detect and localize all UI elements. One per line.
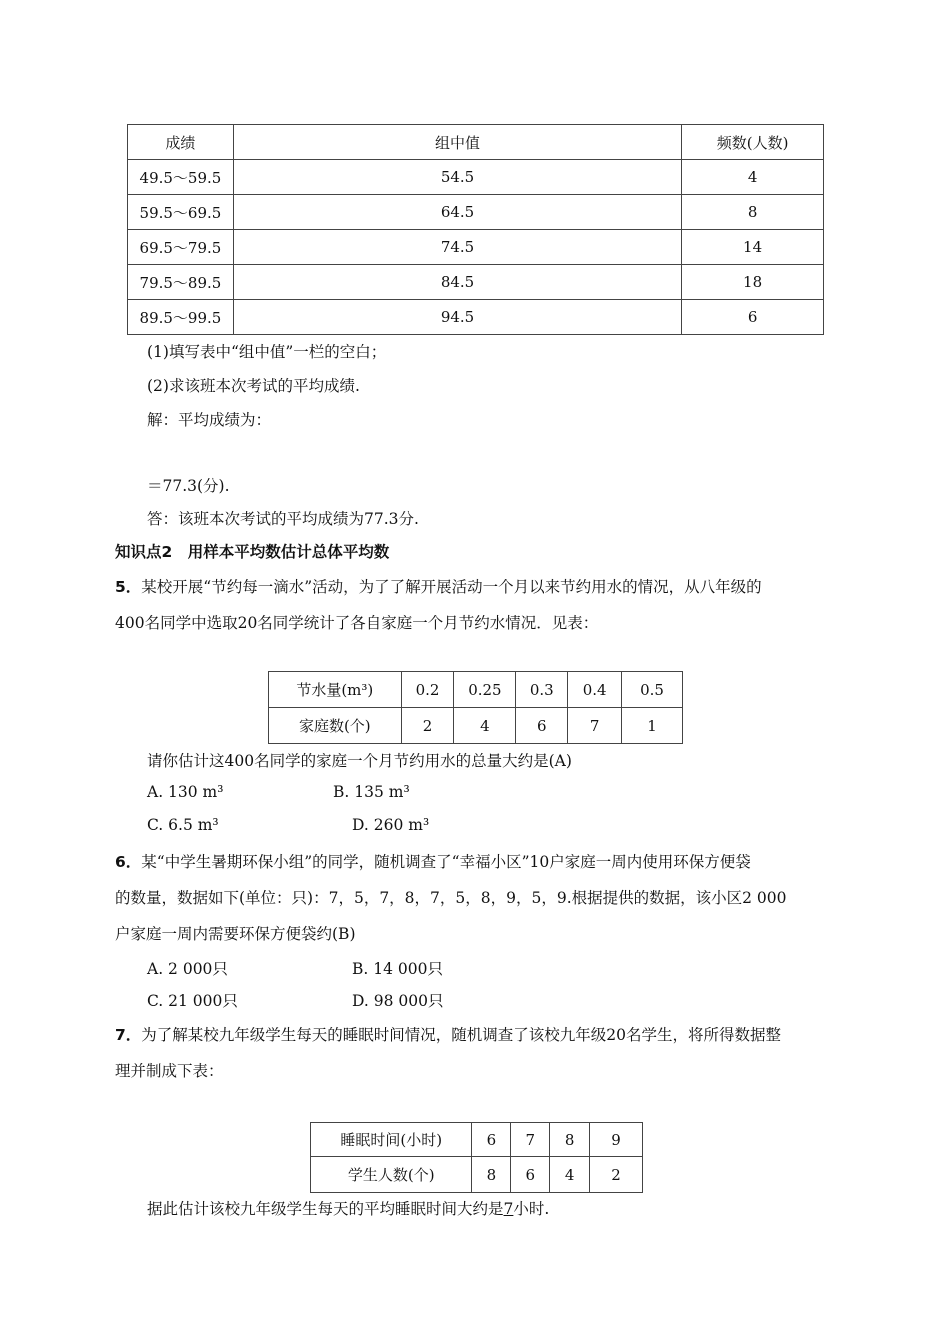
q5-option-a: A. 130 m³ [147,783,224,801]
cell: 79.5～89.5 [128,265,234,300]
q5-number: 5． [115,578,142,596]
cell: 9 [590,1123,643,1157]
cell: 69.5～79.5 [128,230,234,265]
cell: 1 [622,708,683,744]
q7-conclusion [147,1197,549,1219]
cell: 59.5～69.5 [128,195,234,230]
score-table [127,124,824,335]
q4-part2: (2)求该班本次考试的平均成绩. [147,377,360,395]
student-count-label: 学生人数(个) [311,1157,472,1193]
q7-answer: 7 [503,1200,514,1218]
cell: 0.5 [622,672,683,708]
cell: 7 [511,1123,550,1157]
cell: 89.5～99.5 [128,300,234,335]
q6-line1 [115,850,751,872]
cell: 8 [472,1157,511,1193]
cell: 14 [682,230,824,265]
q7-line2: 理并制成下表： [115,1062,224,1080]
table-row [128,160,824,195]
q6-option-b: B. 14 000只 [352,960,443,978]
cell: 6 [511,1157,550,1193]
q5-question: 请你估计这400名同学的家庭一个月节约用水的总量大约是(A) [147,752,572,770]
table-row [128,230,824,265]
table-row [128,300,824,335]
household-count-label: 家庭数(个) [269,708,402,744]
header-score: 成绩 [128,125,234,160]
water-table [268,671,683,744]
cell: 49.5～59.5 [128,160,234,195]
cell: 7 [568,708,622,744]
q6-text1: 某“中学生暑期环保小组”的同学，随机调查了“幸福小区”10户家庭一周内使用环保方便袋 [141,853,751,871]
cell: 0.25 [454,672,516,708]
sleep-hours-label: 睡眠时间(小时) [311,1123,472,1157]
cell: 64.5 [233,195,681,230]
table-row [128,195,824,230]
cell: 0.3 [516,672,568,708]
q7-text1: 为了解某校九年级学生每天的睡眠时间情况，随机调查了该校九年级20名学生，将所得数据整 [141,1026,782,1044]
section-title: 知识点2 用样本平均数估计总体平均数 [115,543,390,561]
q5-line2: 400名同学中选取20名同学统计了各自家庭一个月节约水情况．见表： [115,614,599,632]
water-amount-label: 节水量(m³) [269,672,402,708]
table-row [128,265,824,300]
q7-number: 7． [115,1026,142,1044]
cell: 8 [550,1123,590,1157]
cell: 2 [590,1157,643,1193]
cell: 6 [516,708,568,744]
q4-part1: (1)填写表中“组中值”一栏的空白； [147,343,387,361]
cell: 0.4 [568,672,622,708]
q7-line1 [115,1023,781,1045]
cell: 74.5 [233,230,681,265]
cell: 94.5 [233,300,681,335]
q6-option-a: A. 2 000只 [147,960,228,978]
q5-option-b: B. 135 m³ [333,783,410,801]
cell: 4 [454,708,516,744]
sleep-table [310,1122,643,1193]
q4-solution-label: 解：平均成绩为： [147,411,272,429]
cell: 4 [550,1157,590,1193]
cell: 6 [472,1123,511,1157]
q7-conclusion-pre: 据此估计该校九年级学生每天的平均睡眠时间大约是 [147,1200,504,1218]
q5-option-c: C. 6.5 m³ [147,816,219,834]
header-midpoint: 组中值 [233,125,681,160]
q7-conclusion-post: 小时. [513,1200,550,1218]
cell: 6 [682,300,824,335]
cell: 84.5 [233,265,681,300]
cell: 2 [401,708,454,744]
cell: 8 [682,195,824,230]
header-frequency: 频数(人数) [682,125,824,160]
q5-option-d: D. 260 m³ [352,816,430,834]
cell: 54.5 [233,160,681,195]
cell: 4 [682,160,824,195]
q6-option-c: C. 21 000只 [147,992,238,1010]
q4-answer: 答：该班本次考试的平均成绩为77.3分. [147,510,419,528]
q6-line3: 户家庭一周内需要环保方便袋约(B) [115,925,356,943]
cell: 18 [682,265,824,300]
q6-number: 6． [115,853,142,871]
q6-line2: 的数量，数据如下(单位：只)：7，5，7，8，7，5，8，9，5，9.根据提供的数据，该小区2 000 [115,889,787,907]
q5-line1 [115,575,762,597]
cell: 0.2 [401,672,454,708]
q4-solution-result: ＝77.3(分). [147,477,230,495]
q6-option-d: D. 98 000只 [352,992,444,1010]
q5-text1: 某校开展“节约每一滴水”活动，为了了解开展活动一个月以来节约用水的情况，从八年级的 [141,578,762,596]
